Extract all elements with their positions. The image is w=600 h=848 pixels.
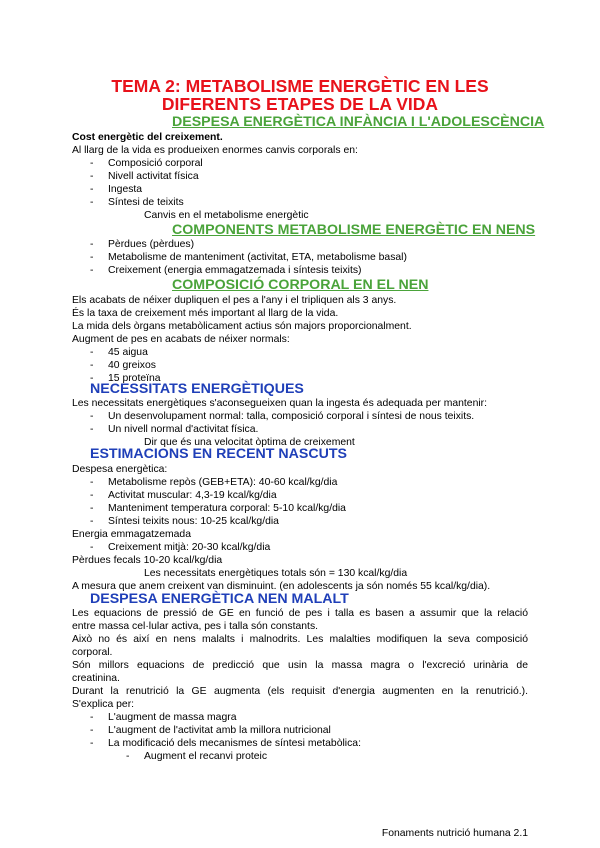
heading-estimacions: ESTIMACIONS EN RECENT NASCUTS [90, 446, 347, 462]
heading-despesa-infancia: DESPESA ENERGÈTICA INFÀNCIA I L'ADOLESCÈNCIA [172, 114, 545, 130]
text-line: Els acabats de néixer dupliquen el pes a l'any i el tripliquen als 3 anys. [72, 295, 397, 306]
note-velocitat: Dir que és una velocitat òptima de creixement [144, 437, 355, 448]
paragraph-line: Això no és així en nens malalts i malnodrits. Les malalties modifiquen la seva composició [72, 634, 528, 645]
text-line: És la taxa de creixement més important al llarg de la vida. [72, 308, 339, 319]
title-line-1: TEMA 2: METABOLISME ENERGÈTIC EN LES [111, 76, 489, 96]
heading-necessitats: NECESSITATS ENERGÈTIQUES [90, 381, 304, 397]
intro-canvis: Al llarg de la vida es produeixen enormes canvis corporals en: [72, 145, 358, 156]
text-line: La mida dels òrgans metabòlicament actius són majors proporcionalment. [72, 321, 412, 332]
document-page: TEMA 2: METABOLISME ENERGÈTIC EN LES DIFERENTS ETAPES DE LA VIDA DESPESA ENERGÈTICA INFÀNCIA I L'ADOLESCÈNCIA Cost energètic del creixement. Al llarg de la vida es produeixen enormes canvis corporals en: - Composició corporal - Nivell activitat física - Ingesta - Síntesi de teixits Canvis en el metabolisme energètic COMPONENTS METABOLISME ENERGÈTIC EN NENS - Pèrdues (pèrdues) - Metabolisme de manteniment (activitat, ETA, metabolisme basal) - Creixement (energia emmagatzemada i síntesis teixits) COMPOSICIÓ CORPORAL EN EL NEN Els acabats de néixer dupliquen el pes a l'any i el tripliquen als 3 anys. És la taxa de creixement més important al llarg de la vida. La mida dels òrgans metabòlicament actius són majors proporcionalment. Augment de pes en acabats de néixer normals: - 45 aigua - 40 greixos - 15 proteïna NECESSITATS ENERGÈTIQUES Les necessitats energètiques s'aconsegueixen quan la ingesta és adequada per mantenir: - Un desenvolupament normal: talla, composició corporal i síntesi de nous teixits. - Un nivell normal d'activitat física. Dir que és una velocitat òptima de creixement ESTIMACIONS EN RECENT NASCUTS Despesa energètica: - Metabolisme repòs (GEB+ETA): 40-60 kcal/kg/dia - Activitat muscular: 4,3-19 kcal/kg/dia - Manteniment temperatura corporal: 5-10 kcal/kg/dia - Síntesi teixits nous: 10-25 kcal/kg/dia Energia emmagatzemada - Creixement mitjà: 20-30 kcal/kg/dia Pèrdues fecals 10-20 kcal/kg/dia Les necessitats energètiques totals són = 130 kcal/kg/dia A mesura que anem creixent van disminuint. (en adolescents ja són només 55 kcal/kg/dia). DESPESA ENERGÈTICA NEN MALALT Les equacions de pressió de GE en funció de pes i talla es basen a assumir que la relació entre massa cel·lular activa, pes i talla són constants. Això no és així en nens malalts i malnodrits. Les malalties modifiquen la seva composició corporal. Són millors equacions de predicció que usin la massa magra o l'excreció urinària de creatinina. Durant la renutrició la GE augmenta (els requisit d'energia augmenten en la renutrició.). S'explica per: - L'augment de massa magra - L'augment de l'activitat amb la millora nutricional - La modificació dels mecanismes de síntesi metabòlica: - Augment el recanvi proteic Fonaments nutrició humana 2.1 [0, 0, 600, 848]
label-energia: Energia emmagatzemada [72, 529, 191, 540]
paragraph-line: Són millors equacions de predicció que usin la massa magra o l'excreció urinària de [72, 660, 528, 671]
paragraph-line: corporal. [72, 647, 113, 658]
page-footer: Fonaments nutrició humana 2.1 [381, 828, 528, 839]
text-total: Les necessitats energètiques totals són = 130 kcal/kg/dia [144, 568, 408, 579]
paragraph-line: Les equacions de pressió de GE en funció de pes i talla es basen a assumir que la relació [72, 608, 528, 619]
note-canvis-metabolisme: Canvis en el metabolisme energètic [144, 210, 309, 221]
paragraph-line: Durant la renutrició la GE augmenta (els requisit d'energia augmenten en la renutrició.). [72, 686, 528, 697]
heading-malalt: DESPESA ENERGÈTICA NEN MALALT [90, 591, 349, 607]
title-line-2: DIFERENTS ETAPES DE LA VIDA [161, 94, 439, 114]
paragraph-line: S'explica per: [72, 699, 135, 710]
text-line: Augment de pes en acabats de néixer normals: [72, 334, 290, 345]
text-perdues: Pèrdues fecals 10-20 kcal/kg/dia [72, 555, 223, 566]
paragraph-line: entre massa cel·lular activa, pes i talla són constants. [72, 621, 319, 632]
subtitle-cost-creixement: Cost energètic del creixement. [72, 132, 223, 143]
intro-necessitats: Les necessitats energètiques s'aconsegueixen quan la ingesta és adequada per mantenir: [72, 398, 488, 409]
text-closing: A mesura que anem creixent van disminuint. (en adolescents ja són només 55 kcal/kg/dia). [72, 581, 491, 592]
heading-components: COMPONENTS METABOLISME ENERGÈTIC EN NENS [172, 222, 536, 238]
label-despesa: Despesa energètica: [72, 464, 168, 475]
heading-composicio: COMPOSICIÓ CORPORAL EN EL NEN [172, 277, 429, 293]
paragraph-line: creatinina. [72, 673, 120, 684]
